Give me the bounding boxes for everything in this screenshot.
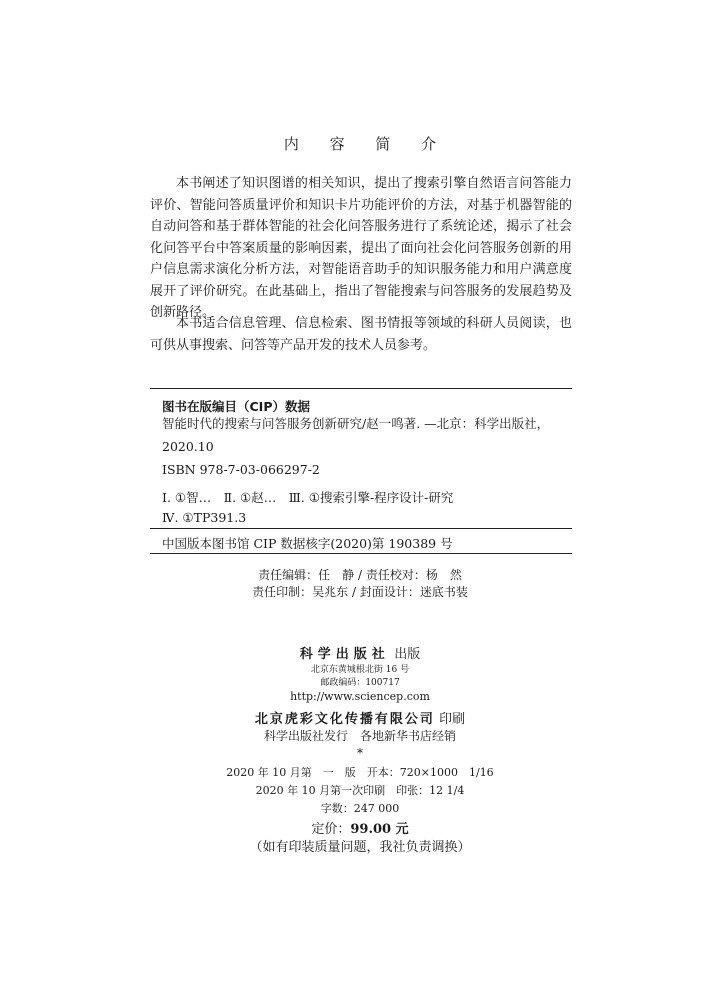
distribution-line: 科学出版社发行 各地新华书店经销 xyxy=(263,729,456,743)
printer-name: 北京虎彩文化传播有限公司 xyxy=(254,712,435,727)
cip-bottom-rule xyxy=(150,553,572,554)
editors-line-2: 责任印制：吴兆东 / 封面设计：迷底书装 xyxy=(252,585,468,599)
printer-line xyxy=(0,708,720,727)
editors-line-1: 责任编辑：任 静 / 责任校对：杨 然 xyxy=(258,568,462,582)
price-line xyxy=(0,818,720,837)
page-title: 内 容 简 介 xyxy=(283,135,450,153)
cip-bibliography: 智能时代的搜索与问答服务创新研究/赵一鸣著. —北京：科学出版社，2020.10 xyxy=(162,416,550,454)
price-value: 99.00 元 xyxy=(350,822,409,837)
price-label: 定价： xyxy=(311,822,351,837)
cip-heading: 图书在版编目（CIP）数据 xyxy=(162,399,310,414)
cip-classification-2: Ⅳ. ①TP391.3 xyxy=(162,510,247,525)
printer-action: 印刷 xyxy=(439,712,466,727)
printing-line: 2020 年 10 月第一次印刷 印张：12 1/4 xyxy=(255,784,465,797)
publisher-url: http://www.sciencep.com xyxy=(290,690,430,703)
cip-middle-rule xyxy=(150,528,572,529)
quality-notice: （如有印装质量问题，我社负责调换） xyxy=(249,840,471,855)
publisher-postcode: 邮政编码：100717 xyxy=(320,678,400,688)
cip-top-rule xyxy=(150,388,572,389)
intro-paragraph-2: 本书适合信息管理、信息检索、图书情报等领域的科研人员阅读，也可供从事搜索、问答等产品开发的技术人员参考。 xyxy=(150,316,572,353)
edition-line: 2020 年 10 月第 一 版 开本：720×1000 1/16 xyxy=(226,766,494,779)
cip-isbn: ISBN 978-7-03-066297-2 xyxy=(162,462,320,477)
publisher-line xyxy=(0,643,720,662)
intro-paragraph-1: 本书阐述了知识图谱的相关知识，提出了搜索引擎自然语言问答能力评价、智能问答质量评价和知识卡片功能评价的方法，对基于机器智能的自动问答和基于群体智能的社会化问答服务进行了系统论述，揭示了社会化问答平台中答案质量的影响因素，提出了面向社会化问答服务创新的用户信息需求演化分析方法，对智能语音助手的知识服务能力和用户满意度展开了评价研究。在此基础上，指出了智能搜索与问答服务的发展趋势及创新路径。 xyxy=(150,176,572,320)
publisher-action: 出版 xyxy=(394,647,421,662)
cip-record-number: 中国版本图书馆 CIP 数据核字(2020)第 190389 号 xyxy=(162,536,453,551)
publisher-address: 北京东黄城根北街 16 号 xyxy=(310,665,410,675)
cip-classification-1: Ⅰ. ①智… Ⅱ. ①赵… Ⅲ. ①搜索引擎-程序设计-研究 xyxy=(162,490,454,505)
word-count: 字数：247 000 xyxy=(320,802,400,815)
separator-star: * xyxy=(357,746,363,760)
publisher-name: 科学出版社 xyxy=(299,647,390,662)
